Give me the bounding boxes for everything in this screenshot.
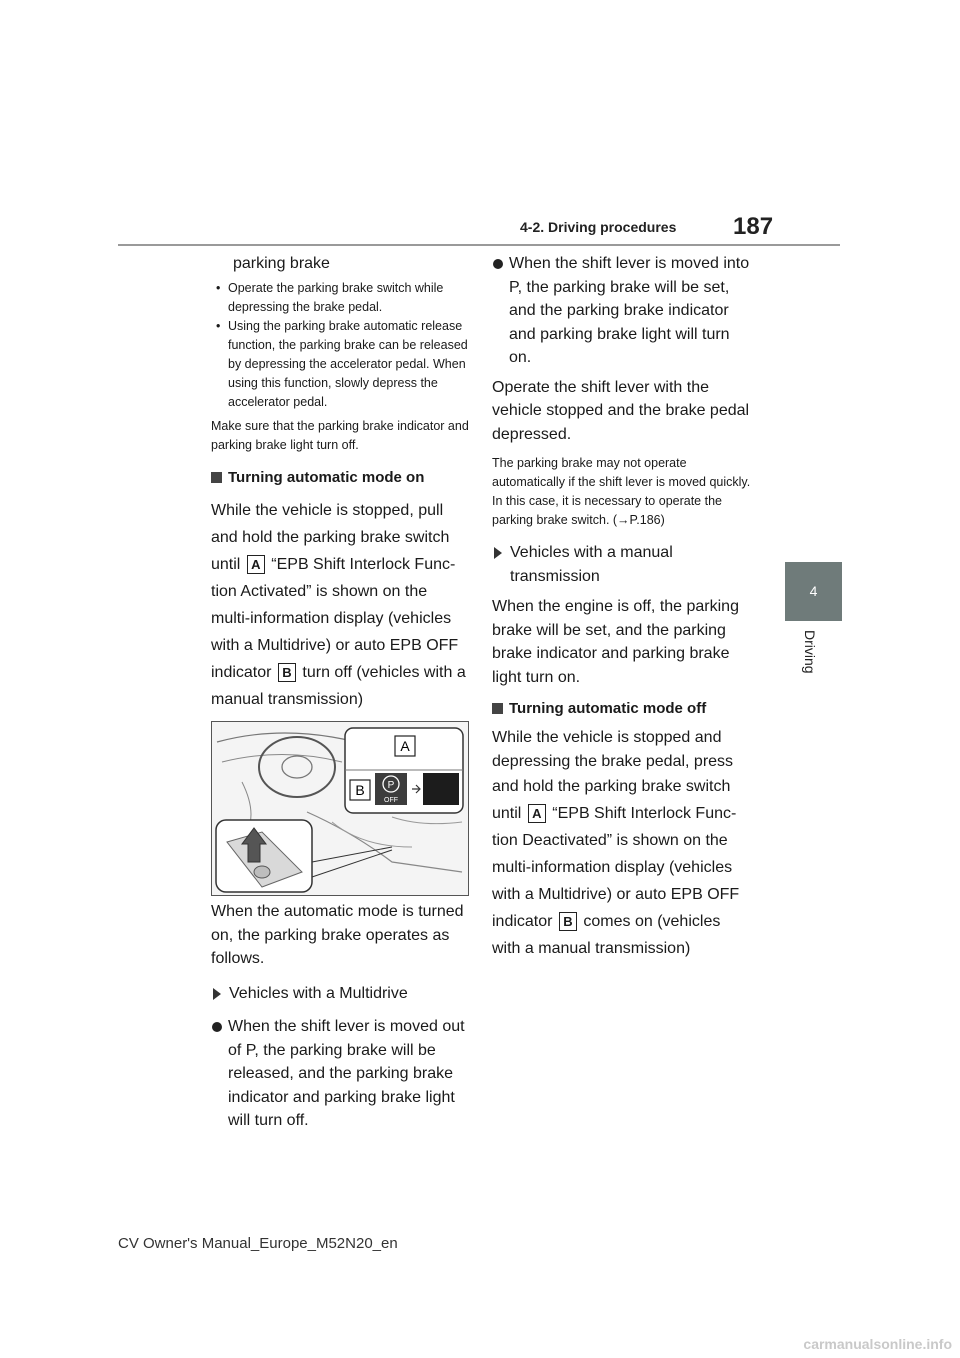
text-line: and hold the parking brake switch — [211, 528, 450, 546]
note-text: In this case, it is necessary to operate the parking brake switch. (→P.186) — [492, 494, 722, 527]
label-b-box: B — [559, 912, 577, 931]
header-divider — [118, 244, 840, 246]
list-item: • Using the parking brake automatic release function, the parking brake can be released by depressing the accelerator pedal. When using this function, slowly depress the accelerator pedal. — [211, 317, 471, 412]
figure-label-b: B — [355, 782, 365, 798]
text-line: While the vehicle is stopped, pull — [211, 501, 444, 519]
text-line: tion Activated” is shown on the — [211, 582, 428, 600]
note-text: Make sure that the parking brake indicator and parking brake light turn off. — [211, 418, 469, 452]
heading-text: Turning automatic mode off — [509, 700, 707, 717]
text-line: While the vehicle is stopped and — [492, 729, 722, 746]
square-bullet-icon — [492, 703, 503, 714]
text-fragment: until — [492, 805, 522, 822]
illustration-svg — [212, 722, 468, 895]
list-item — [211, 1015, 471, 1133]
intro-line: parking brake — [233, 255, 330, 272]
text-line: with a Multidrive) or auto EPB OFF — [492, 886, 740, 903]
round-bullet-icon — [493, 259, 503, 269]
text-fragment: until — [211, 555, 241, 573]
text-line: with a manual transmission) — [492, 940, 691, 957]
label-text: Vehicles with a Multidrive — [229, 984, 408, 1002]
chapter-label-text: Driving — [802, 630, 818, 674]
note-text: The parking brake may not operate automatically if the shift lever is moved quickly. — [492, 456, 751, 489]
bullet-list — [211, 279, 471, 412]
body-paragraph: When the engine is off, the parking brake will be set, and the parking brake indicator and parking brake light turn on. — [492, 598, 739, 686]
text-line: depressing the brake pedal, press — [492, 753, 734, 770]
text-line: multi-information display (vehicles — [492, 859, 733, 876]
text-fragment: turn off (vehicles with a — [302, 663, 466, 681]
label-b-box: B — [278, 663, 296, 682]
heading-text: Turning automatic mode on — [228, 468, 425, 486]
square-bullet-icon — [211, 472, 222, 483]
left-column-lower — [211, 900, 471, 1133]
body-paragraph: Operate the shift lever with the vehicle stopped and the brake pedal depressed. — [492, 378, 750, 443]
text-line: with a Multidrive) or auto EPB OFF — [211, 636, 459, 654]
label-a-box: A — [247, 555, 265, 574]
parking-brake-illustration — [211, 721, 469, 896]
text-line: and hold the parking brake switch — [492, 778, 731, 795]
chapter-label — [784, 630, 844, 690]
text-line — [492, 908, 752, 935]
round-bullet-icon — [212, 1022, 222, 1032]
text-fragment: “EPB Shift Interlock Func- — [552, 805, 737, 822]
heading-auto-off — [492, 698, 752, 720]
item-text: When the shift lever is moved out of P, the parking brake will be released, and the parking brake indicator and parking brake light will turn off. — [228, 1018, 465, 1129]
manual-label — [492, 541, 752, 588]
after-figure-text: When the automatic mode is turned on, the parking brake operates as follows. — [211, 903, 464, 967]
list-item — [492, 252, 752, 370]
page-number: 187 — [733, 213, 774, 240]
text-line: multi-information display (vehicles — [211, 609, 452, 627]
epb-icon-letter: P — [387, 780, 395, 791]
heading-auto-on — [211, 467, 471, 489]
text-line: tion Deactivated” is shown on the — [492, 832, 728, 849]
label-text: Vehicles with a manual transmission — [510, 544, 673, 585]
text-fragment: indicator — [492, 913, 553, 930]
triangle-arrow-icon — [494, 547, 502, 559]
triangle-arrow-icon — [213, 988, 221, 1000]
text-line — [211, 551, 471, 578]
instruction-paragraph — [492, 726, 752, 962]
left-column — [211, 252, 471, 713]
text-fragment: “EPB Shift Interlock Func- — [271, 555, 456, 573]
text-line: manual transmission) — [211, 690, 364, 708]
list-item: • Operate the parking brake switch while depressing the brake pedal. — [211, 279, 471, 317]
right-column — [492, 252, 752, 962]
text-fragment: comes on (vehicles — [583, 913, 721, 930]
footer-text: CV Owner's Manual_Europe_M52N20_en — [118, 1235, 398, 1252]
label-a-box: A — [528, 804, 546, 823]
text-fragment: indicator — [211, 663, 272, 681]
watermark: carmanualsonline.info — [803, 1336, 952, 1352]
chapter-tab[interactable]: 4 — [785, 562, 842, 621]
text-line — [211, 659, 471, 686]
figure-label-a: A — [400, 738, 410, 754]
multidrive-label — [211, 982, 471, 1006]
epb-icon-text: OFF — [384, 797, 398, 804]
instruction-paragraph — [211, 497, 471, 713]
text-line — [492, 800, 752, 827]
section-title: 4-2. Driving procedures — [520, 219, 677, 235]
item-text: When the shift lever is moved into P, the parking brake will be set, and the parking brake indicator and parking brake light will turn on. — [509, 255, 750, 366]
